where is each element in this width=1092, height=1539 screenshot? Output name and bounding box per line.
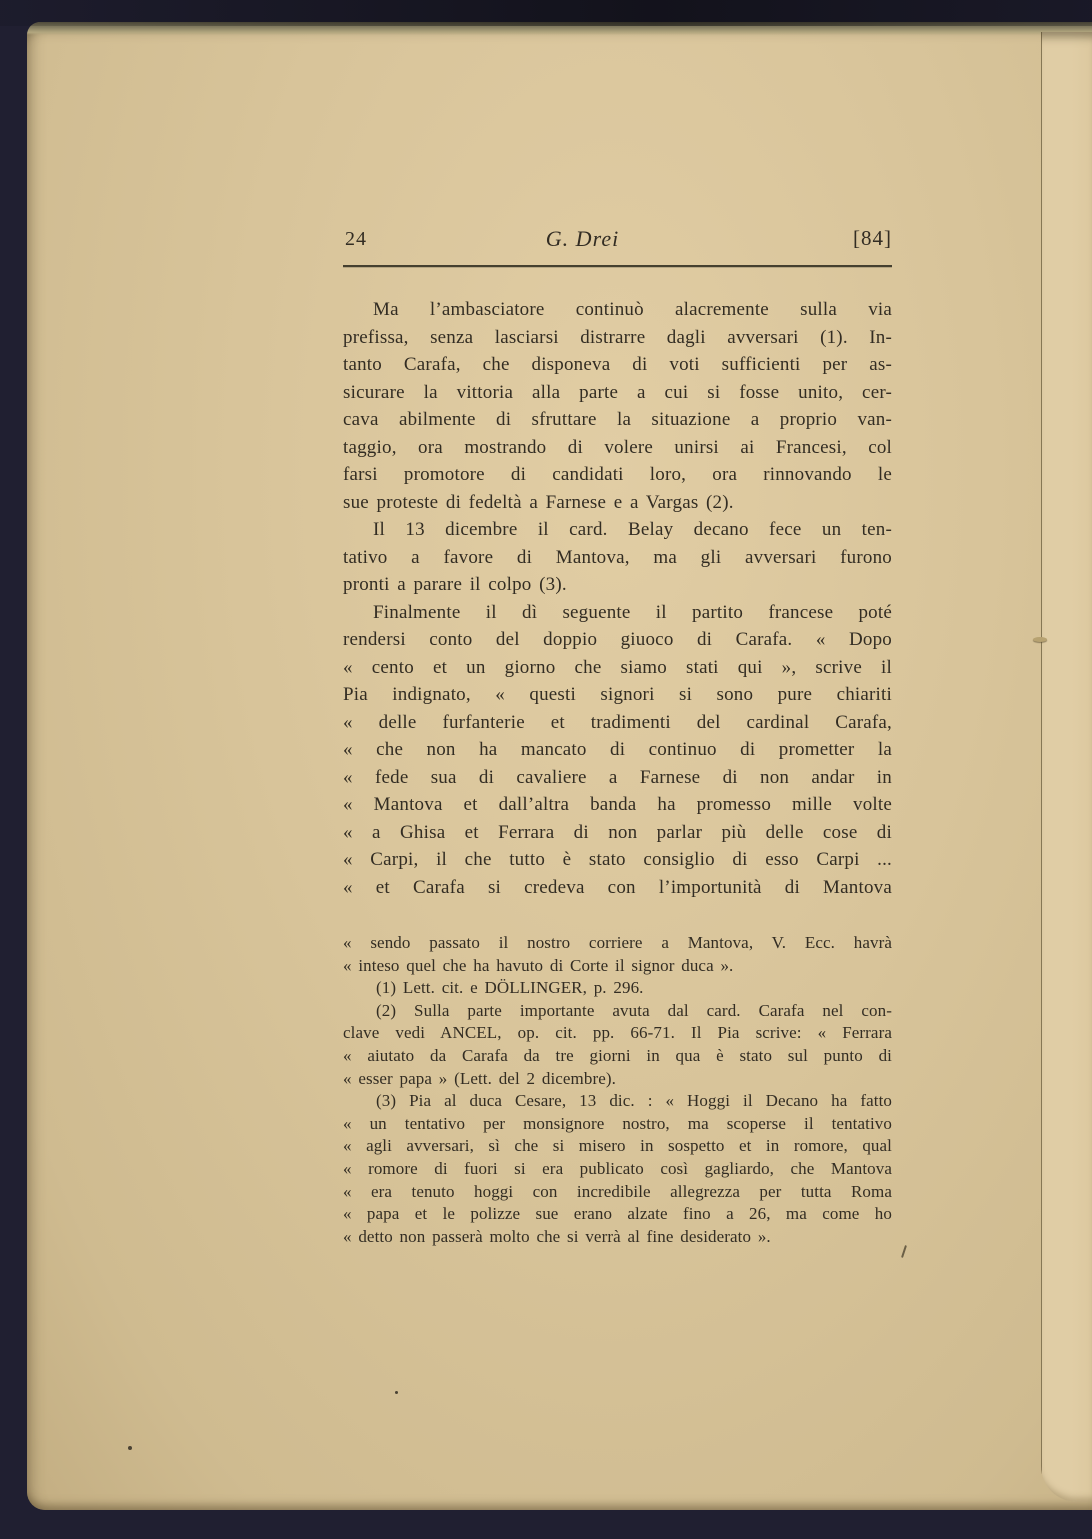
footnote-line: « papa et le polizze sue erano alzate fino a 26, ma come ho bbox=[343, 1204, 892, 1224]
footnote-line: (3) Pia al duca Cesare, 13 dic. : « Hoggi il Decano ha fatto bbox=[376, 1091, 892, 1111]
text-line: Il 13 dicembre il card. Belay decano fece un ten- bbox=[373, 519, 892, 540]
text-line: « cento et un giorno che siamo stati qui », scrive il bbox=[343, 656, 892, 678]
header-rule bbox=[343, 265, 892, 267]
issue-number: [84] bbox=[853, 226, 892, 250]
text-line: pronti a parare il colpo (3). bbox=[343, 574, 567, 595]
text-line: prefissa, senza lasciarsi distrarre dagli avversari (1). In- bbox=[343, 326, 892, 348]
binding-stitch-mark bbox=[1033, 637, 1047, 642]
footnote-line: (2) Sulla parte importante avuta dal card. Carafa nel con- bbox=[376, 1000, 892, 1020]
text-line: « che non ha mancato di continuo di prometter la bbox=[343, 739, 892, 760]
text-line: Pia indignato, « questi signori si sono pure chiariti bbox=[343, 684, 892, 705]
paper-speck bbox=[128, 1446, 132, 1450]
footnote-line: (1) Lett. cit. e DÖLLINGER, p. 296. bbox=[376, 978, 644, 998]
footnote-line: « era tenuto hoggi con incredibile allegrezza per tutta Roma bbox=[343, 1181, 892, 1201]
text-line: sicurare la vittoria alla parte a cui si fosse unito, cer- bbox=[343, 381, 892, 403]
text-line: cava abilmente di sfruttare la situazione a proprio van- bbox=[343, 409, 892, 430]
text-line: « delle furfanterie et tradimenti del cardinal Carafa, bbox=[343, 711, 892, 733]
paragraph bbox=[343, 516, 892, 599]
page-header bbox=[343, 226, 892, 256]
footnote-line: « un tentativo per monsignore nostro, ma scoperse il tentativo bbox=[343, 1113, 892, 1133]
footnote-line: « esser papa » (Lett. del 2 dicembre). bbox=[343, 1068, 616, 1088]
text-line: sue proteste di fedeltà a Farnese e a Vargas (2). bbox=[343, 491, 734, 513]
text-line: « Mantova et dall’altra banda ha promesso mille volte bbox=[343, 794, 892, 815]
paragraph bbox=[343, 599, 892, 902]
text-line: « Carpi, il che tutto è stato consiglio di esso Carpi ... bbox=[343, 849, 892, 870]
page-number: 24 bbox=[345, 228, 367, 250]
text-line: « et Carafa si credeva con l’importunità di Mantova bbox=[343, 876, 892, 898]
text-line: tanto Carafa, che disponeva di voti sufficienti per as- bbox=[343, 354, 892, 375]
paper-speck bbox=[395, 1391, 398, 1394]
footnotes bbox=[343, 932, 892, 1248]
page-top-edge bbox=[27, 22, 1092, 35]
running-title: G. Drei bbox=[545, 226, 620, 251]
text-line: « fede sua di cavaliere a Farnese di non andar in bbox=[343, 766, 892, 788]
footnote-line: clave vedi ANCEL, op. cit. pp. 66-71. Il Pia scrive: « Ferrara bbox=[343, 1023, 892, 1043]
text-line: Finalmente il dì seguente il partito francese poté bbox=[373, 601, 892, 623]
paragraph bbox=[343, 296, 892, 516]
text-line: Ma l’ambasciatore continuò alacremente sulla via bbox=[373, 299, 892, 320]
footnote-line: « agli avversari, sì che si misero in sospetto et in romore, qual bbox=[343, 1136, 892, 1156]
text-line: rendersi conto del doppio giuoco di Carafa. « Dopo bbox=[343, 629, 892, 650]
adjacent-page-edge bbox=[1041, 32, 1092, 1502]
footnote-line: « romore di fuori si era publicato così gagliardo, che Mantova bbox=[343, 1158, 892, 1178]
footnote-line: « inteso quel che ha havuto di Corte il signor duca ». bbox=[343, 955, 734, 975]
footnote-line: « aiutato da Carafa da tre giorni in qua è stato sul punto di bbox=[343, 1045, 892, 1065]
body-text bbox=[343, 296, 892, 901]
text-line: tativo a favore di Mantova, ma gli avversari furono bbox=[343, 546, 892, 568]
text-line: « a Ghisa et Ferrara di non parlar più delle cose di bbox=[343, 821, 892, 843]
text-line: farsi promotore di candidati loro, ora rinnovando le bbox=[343, 464, 892, 485]
text-line: taggio, ora mostrando di volere unirsi ai Francesi, col bbox=[343, 436, 892, 458]
footnote-line: « detto non passerà molto che si verrà al fine desiderato ». bbox=[343, 1226, 771, 1246]
footnote-line: « sendo passato il nostro corriere a Mantova, V. Ecc. havrà bbox=[343, 933, 892, 952]
